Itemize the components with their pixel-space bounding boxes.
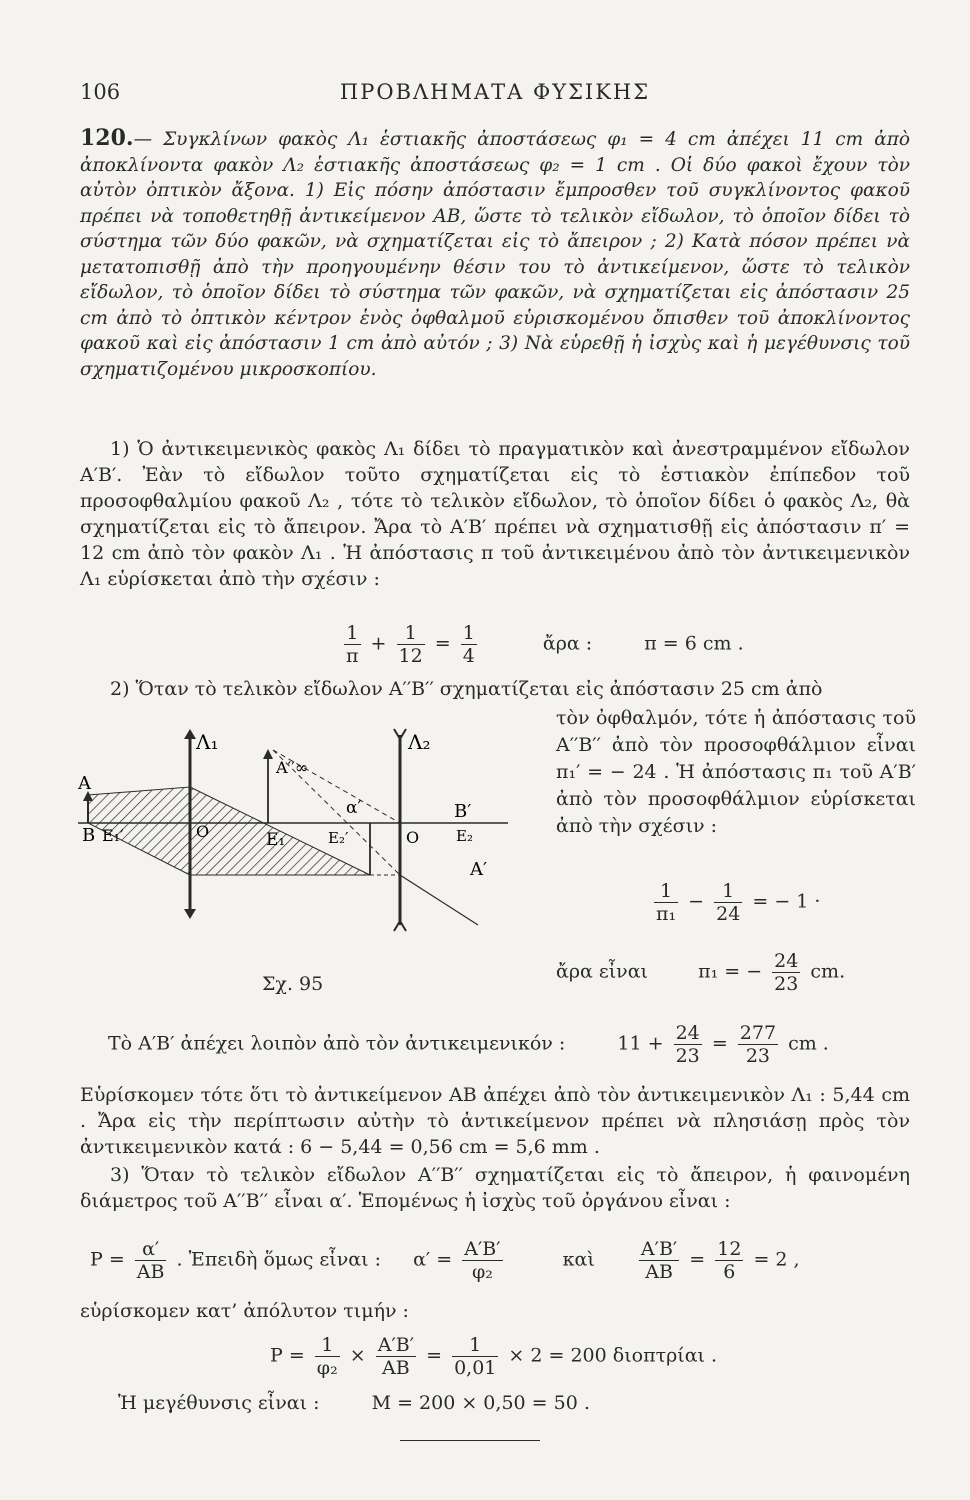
fraction-277-over-23: $\frac{277}{23}$ <box>739 1022 777 1067</box>
label-alpha: α′ <box>346 798 362 818</box>
eq4-p: P = <box>90 1248 125 1271</box>
equals-sign-5: = <box>426 1344 443 1367</box>
lens-l1-arrow-top <box>184 729 196 739</box>
label-l1: Λ₁ <box>196 730 219 754</box>
label-ainf: A′′∞ <box>276 758 309 777</box>
label-e2p: E₂′ <box>328 829 349 847</box>
eq3-lhs: 11 + <box>617 1032 664 1055</box>
lens-l2-arrow-top <box>394 729 406 739</box>
fraction-apbp-over-phi2: $\frac{A'B'}{\text{φ₂}}$ <box>464 1238 501 1283</box>
lens-system-svg <box>78 725 508 995</box>
fraction-apbp-over-ab-b: $\frac{A'B'}{AB}$ <box>377 1334 415 1379</box>
fraction-1-over-0-01: $\frac{1}{0,01}$ <box>454 1334 497 1379</box>
magnification-value: M = 200 × 0,50 = 50 . <box>371 1392 590 1414</box>
label-o1: O <box>196 822 210 841</box>
solution-part-2-right: τὸν ὀφθαλμόν, τότε ἡ ἀπόστασις τοῦ A′′B′′ ἀπὸ τὸν προσοφθάλμιον εἶναι π₁′ = − 24 . Ἡ ἀπόστασις π₁ τοῦ A′B′ ἀπὸ τὸν προσοφθάλμιον εὑρίσκεται ἀπὸ τὴν σχέσιν : <box>556 707 916 837</box>
equation-1 <box>340 622 900 667</box>
equals-minus-one: = − 1 · <box>752 890 821 913</box>
eq3-unit: cm . <box>788 1032 829 1055</box>
fraction-1-over-4: $\frac{1}{4}$ <box>462 622 475 667</box>
paragraph-found: Εὑρίσκομεν τότε ὅτι τὸ ἀντικείμενον AB ἀπέχει ἀπὸ τὸν ἀντικειμενικὸν Λ₁ : 5,44 cm . Ἄρα εἰς τὴν περίπτωσιν αὐτὴν τὸ ἀντικείμενον πρέπει νὰ πλησιάσῃ πρὸς τὸν ἀντικειμενικὸν κατά : 6 − 5,44 = 0,56 cm = 5,6 mm . <box>80 1084 910 1158</box>
solution-part-1: 1) Ὁ ἀντικειμενικὸς φακὸς Λ₁ δίδει τὸ πραγματικὸν καὶ ἀνεστραμμένον εἴδωλον A′B′. Ἐὰν τὸ εἴδωλον τοῦτο σχηματίζεται εἰς τὸ ἑστιακὸν ἐπίπεδον τοῦ προσοφθαλμίου φακοῦ Λ₂ , τότε τὸ τελικὸν εἴδωλον, τὸ ὁποῖον δίδει ὁ φακὸς Λ₂, θὰ σχηματίζεται εἰς τὸ ἄπειρον. Ἄρα τὸ A′B′ πρέπει νὰ σχηματισθῇ εἰς ἀπόστασιν π′ = 12 cm ἀπὸ τὸν φακὸν Λ₁ . Ἡ ἀπόστασις π τοῦ ἀντικειμένου ἀπὸ τὸν ἀντικειμενικὸν Λ₁ εὑρίσκεται ἀπὸ τὴν σχέσιν : <box>80 438 910 590</box>
label-ap: A′ <box>470 859 488 880</box>
eq2-unit: cm. <box>810 960 846 983</box>
equals-sign-4: = <box>689 1248 706 1271</box>
solution-part-3: 3) Ὅταν τὸ τελικὸν εἴδωλον A′′B′′ σχηματίζεται εἰς τὸ ἄπειρον, ἡ φαινομένη διάμετρος τοῦ A′′B′′ εἶναι α′. Ἑπομένως ἡ ἰσχὺς τοῦ ὀργάνου εἶναι : <box>80 1164 910 1212</box>
plus-sign: + <box>370 632 387 655</box>
eq4-alpha: α′ = <box>413 1248 453 1271</box>
fraction-24-over-23-b: $\frac{24}{23}$ <box>675 1022 700 1067</box>
label-b: B <box>82 825 96 846</box>
eq1-ara: ἄρα : <box>542 632 593 655</box>
equation-2 <box>650 880 920 925</box>
eq2-ara: ἄρα εἶναι <box>556 960 648 983</box>
eq5-end: × 2 = 200 διοπτρίαι . <box>508 1344 718 1367</box>
label-a: A <box>78 773 91 794</box>
label-e2: E₂ <box>456 827 473 845</box>
problem-text: — Συγκλίνων φακὸς Λ₁ ἑστιακῆς ἀποστάσεως φ₁ = 4 cm ἀπέχει 11 cm ἀπὸ ἀποκλίνοντα φακὸν Λ₂ ἑστιακῆς ἀποστάσεως φ₂ = 1 cm . Οἱ δύο φακοὶ ἔχουν τὸν αὐτὸν ὀπτικὸν ἄξονα. 1) Εἰς πόσην ἀπόστασιν ἔμπροσθεν τοῦ συγκλίνοντος φακοῦ πρέπει νὰ τοποθετηθῇ ἀντικείμενον AB, ὥστε τὸ τελικὸν εἴδωλον, τὸ ὁποῖον δίδει τὸ σύστημα τῶν δύο φακῶν, νὰ σχηματίζεται εἰς τὸ ἄπειρον ; 2) Κατὰ πόσον πρέπει νὰ μετατοπισθῇ ἀπὸ τὴν προηγουμένην θέσιν του τὸ ἀντικείμενον, ὥστε τὸ τελικὸν εἴδωλον, τὸ ὁποῖον δίδει τὸ σύστημα τῶν φακῶν, νὰ σχηματίζεται εἰς ἀπόστασιν 25 cm ἀπὸ τὸ ὀπτικὸν κέντρον ἑνὸς ὀφθαλμοῦ εὑρισκομένου ὄπισθεν τοῦ ἀποκλίνοντος φακοῦ καὶ εἰς ἀπόστασιν 1 cm ἀπὸ αὐτόν ; 3) Νὰ εὑρεθῇ ἡ ἰσχὺς καὶ ἡ μεγέθυνσις τοῦ σχηματιζομένου μικροσκοπίου. <box>80 129 910 380</box>
page-header <box>80 80 910 110</box>
minus-sign: − <box>688 890 705 913</box>
fraction-1-over-phi2: $\frac{1}{\text{φ₂}}$ <box>316 1334 338 1379</box>
absolute-value-line: εὑρίσκομεν κατ’ ἀπόλυτον τιμήν : <box>80 1300 409 1322</box>
fraction-1-over-24: $\frac{1}{24}$ <box>716 880 741 925</box>
equation-3 <box>108 1022 918 1067</box>
eq4-end: = 2 , <box>753 1248 800 1271</box>
figure-caption: Σχ. 95 <box>262 973 324 995</box>
label-e1p: E₁′ <box>102 826 124 845</box>
eq2-pi: π₁ = − <box>698 960 763 983</box>
equation-5 <box>270 1334 910 1379</box>
eq1-result: π = 6 cm . <box>644 632 744 655</box>
magnification-line <box>118 1392 908 1414</box>
eq4-kai: καὶ <box>562 1248 595 1271</box>
equals-sign: = <box>434 632 451 655</box>
fraction-24-over-23: $\frac{24}{23}$ <box>774 950 799 995</box>
eq3-text: Τὸ A′B′ ἀπέχει λοιπὸν ἀπὸ τὸν ἀντικειμενικόν : <box>108 1032 566 1055</box>
equation-2-result <box>556 950 916 995</box>
magnification-label: Ἡ μεγέθυνσις εἶναι : <box>118 1392 320 1414</box>
running-head: ΠΡΟΒΛΗΜΑΤΑ ΦΥΣΙΚΗΣ <box>339 80 651 104</box>
equals-sign-3: = <box>711 1032 728 1055</box>
eq5-p: P = <box>270 1344 305 1367</box>
fraction-1-over-pi: $\frac{1}{\pi}$ <box>346 622 359 667</box>
fraction-12-over-6: $\frac{12}{6}$ <box>717 1238 742 1283</box>
fraction-1-over-pi1: $\frac{1}{\text{π₁}}$ <box>656 880 677 925</box>
lens-l1-arrow-bottom <box>184 909 196 919</box>
fraction-apbp-over-ab: $\frac{A'B'}{AB}$ <box>640 1238 678 1283</box>
fraction-alpha-over-ab: $\frac{\alpha'}{AB}$ <box>136 1238 165 1283</box>
label-e1: E₁ <box>266 830 286 850</box>
problem-statement <box>80 126 910 382</box>
end-rule <box>400 1440 540 1441</box>
optics-diagram <box>78 725 508 995</box>
label-o2: O <box>406 828 420 847</box>
virtual-image-arrowhead <box>263 749 273 759</box>
problem-number: 120. <box>80 125 134 151</box>
emerging-ray <box>400 875 478 925</box>
equation-4 <box>90 1238 910 1283</box>
label-l2: Λ₂ <box>408 730 431 754</box>
solution-part-2-line: 2) Ὅταν τὸ τελικὸν εἴδωλον A′′B′′ σχηματίζεται εἰς ἀπόστασιν 25 cm ἀπὸ <box>110 678 823 700</box>
lens-l2-arrow-bottom <box>394 921 406 931</box>
times-sign: × <box>349 1344 366 1367</box>
label-bp: B′ <box>454 801 472 822</box>
fraction-1-over-12: $\frac{1}{12}$ <box>398 622 423 667</box>
page-number: 106 <box>80 80 121 104</box>
eq4-mid: . Ἐπειδὴ ὅμως εἶναι : <box>176 1248 381 1271</box>
